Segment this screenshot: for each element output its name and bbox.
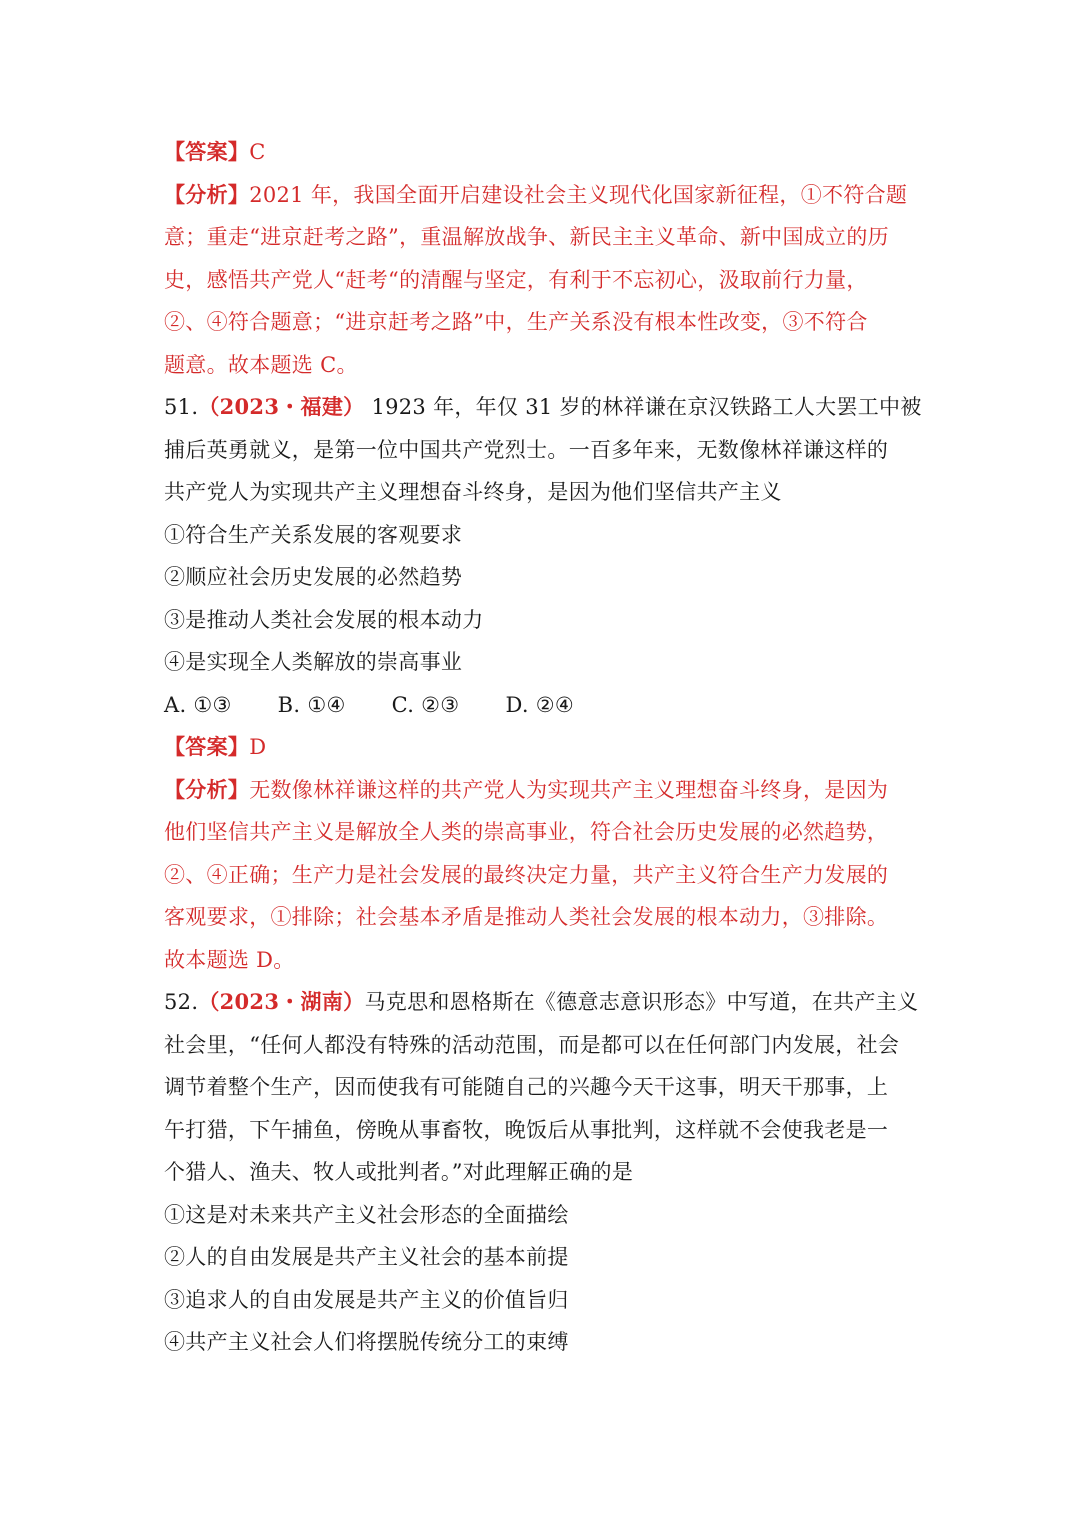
option-d: D. ②④ <box>505 692 575 717</box>
option-c: C. ②③ <box>391 692 460 717</box>
answer-tag: 【答案】 <box>164 139 250 164</box>
question-text: 1923 年，年仅 31 岁的林祥谦在京汉铁路工人大罢工中被 <box>364 395 922 419</box>
analysis-line: 故本题选 D。 <box>164 947 295 972</box>
document-page <box>164 131 924 1364</box>
option-b: B. ①④ <box>277 692 346 717</box>
answer-value: D <box>249 735 267 759</box>
analysis-text: 无数像林祥谦这样的共产党人为实现共产主义理想奋斗终身，是因为 <box>249 777 889 802</box>
answer-line <box>164 131 924 174</box>
analysis-line: ②、④正确；生产力是社会发展的最终决定力量，共产主义符合生产力发展的 <box>164 862 889 887</box>
question-stem: 捕后英勇就义，是第一位中国共产党烈士。一百多年来，无数像林祥谦这样的 <box>164 437 889 462</box>
analysis-line: 他们坚信共产主义是解放全人类的崇高事业，符合社会历史发展的必然趋势， <box>164 820 889 844</box>
question-stem: 共产党人为实现共产主义理想奋斗终身，是因为他们坚信共产主义 <box>164 480 782 504</box>
question-stem <box>164 981 924 1024</box>
analysis-text: 2021 年，我国全面开启建设社会主义现代化国家新征程，①不符合题 <box>249 182 908 207</box>
statement-item: ④是实现全人类解放的崇高事业 <box>164 650 463 674</box>
analysis-line: 客观要求，①排除；社会基本矛盾是推动人类社会发展的根本动力，③排除。 <box>164 905 889 929</box>
answer-tag: 【答案】 <box>164 734 250 759</box>
question-source: （2023・福建） <box>198 394 365 419</box>
statement-item: ③追求人的自由发展是共产主义的价值旨归 <box>164 1287 569 1312</box>
answer-line <box>164 726 924 769</box>
analysis-line <box>164 769 924 812</box>
analysis-tag: 【分析】 <box>164 181 250 207</box>
question-text: 马克思和恩格斯在《德意志意识形态》中写道，在共产主义 <box>364 990 919 1014</box>
analysis-line <box>164 174 924 217</box>
question-stem <box>164 386 924 429</box>
question-stem: 调节着整个生产，因而使我有可能随自己的兴趣今天干这事，明天干那事，上 <box>164 1075 889 1099</box>
answer-value: C <box>249 140 266 164</box>
statement-item: ②人的自由发展是共产主义社会的基本前提 <box>164 1245 569 1269</box>
question-stem: 午打猎，下午捕鱼，傍晚从事畜牧，晚饭后从事批判，这样就不会使我老是一 <box>164 1117 889 1142</box>
statement-item: ③是推动人类社会发展的根本动力 <box>164 607 484 632</box>
statement-item: ①这是对未来共产主义社会形态的全面描绘 <box>164 1202 569 1227</box>
options-row <box>164 684 924 727</box>
option-a: A. ①③ <box>164 692 232 717</box>
statement-item: ④共产主义社会人们将摆脱传统分工的束缚 <box>164 1330 569 1354</box>
question-stem: 社会里，“任何人都没有特殊的活动范围，而是都可以在任何部门内发展，社会 <box>164 1032 900 1057</box>
question-number: 51. <box>164 395 199 419</box>
question-number: 52. <box>164 990 199 1014</box>
statement-item: ①符合生产关系发展的客观要求 <box>164 522 463 547</box>
analysis-line: 史，感悟共产党人“赶考“的清醒与坚定，有利于不忘初心，汲取前行力量， <box>164 267 868 292</box>
analysis-line: ②、④符合题意；“进京赶考之路”中，生产关系没有根本性改变，③不符合 <box>164 310 868 334</box>
analysis-line: 题意。故本题选 C。 <box>164 352 358 377</box>
question-stem: 个猎人、渔夫、牧人或批判者。”对此理解正确的是 <box>164 1160 634 1184</box>
analysis-line: 意；重走“进京赶考之路”，重温解放战争、新民主主义革命、新中国成立的历 <box>164 225 889 249</box>
analysis-tag: 【分析】 <box>164 776 250 802</box>
question-source: （2023・湖南） <box>198 989 365 1014</box>
statement-item: ②顺应社会历史发展的必然趋势 <box>164 565 463 589</box>
